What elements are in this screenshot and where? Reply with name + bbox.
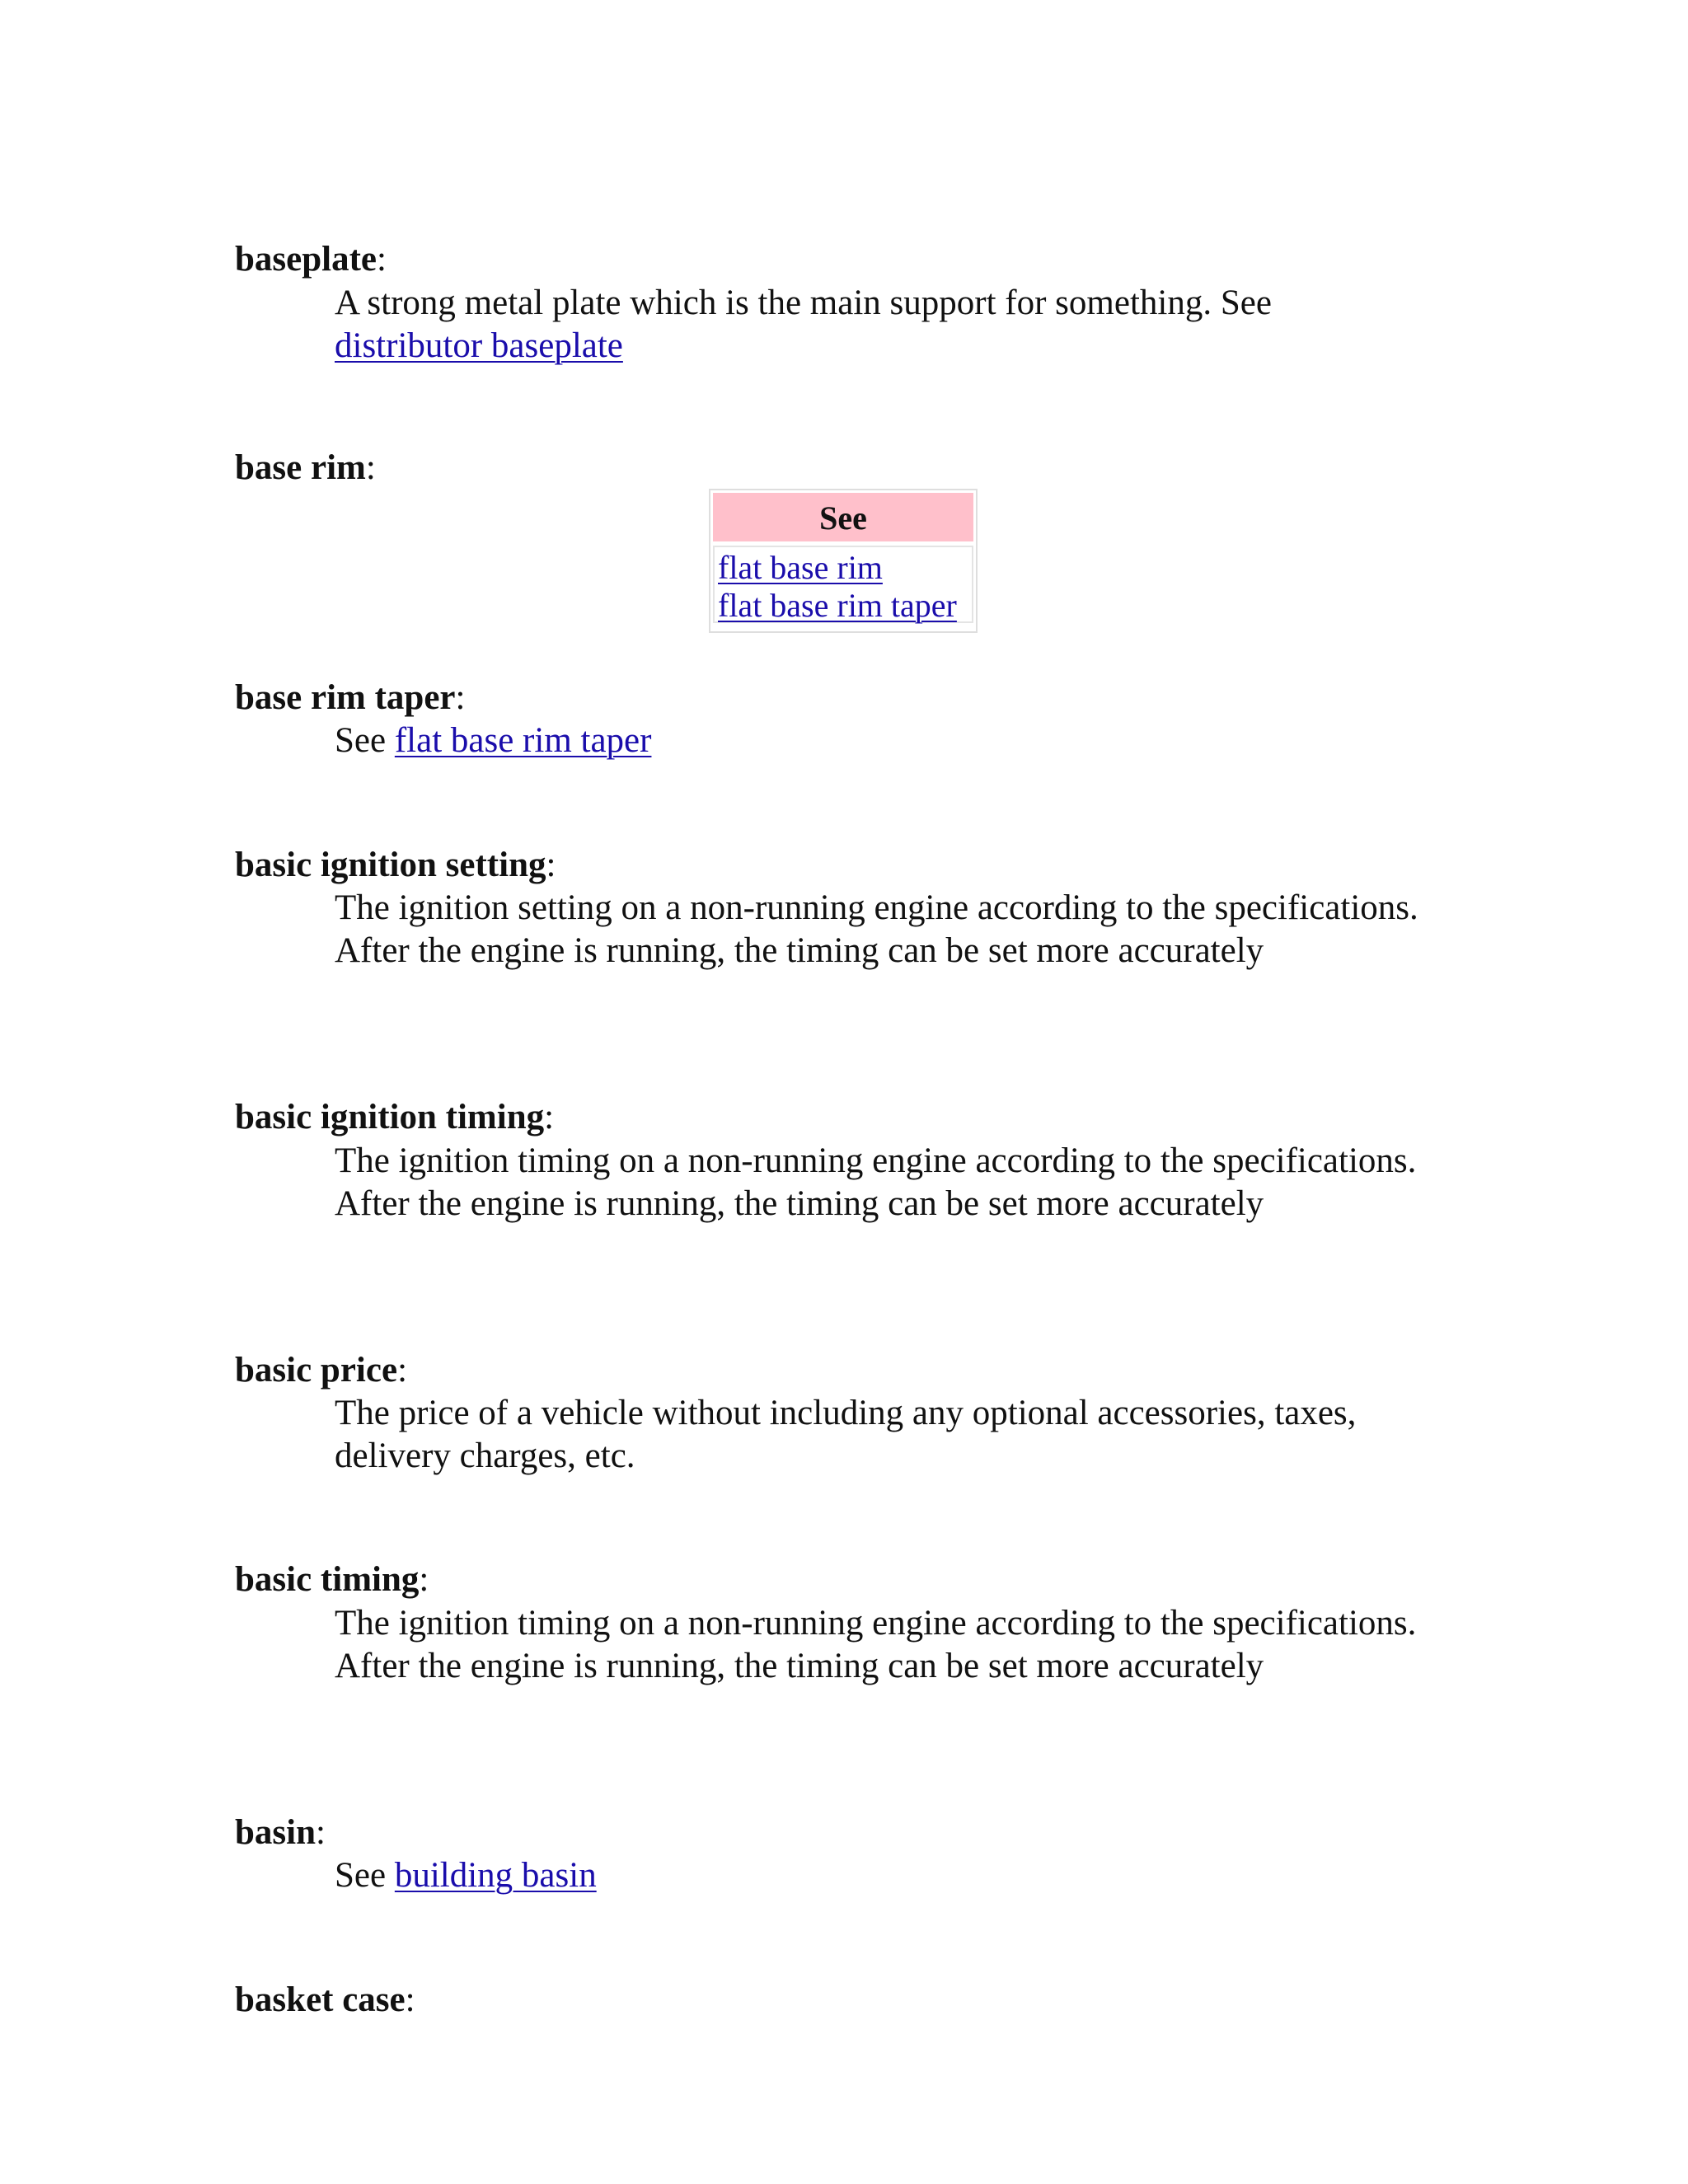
term-basic-ignition-timing: basic ignition timing: (235, 1098, 555, 1137)
term-label: basic ignition setting (235, 846, 546, 884)
see-prefix: See (335, 1856, 387, 1895)
definition-basin (335, 1854, 1431, 1897)
see-also-table (709, 489, 978, 633)
term-label: base rim (235, 448, 366, 487)
term-base-rim-taper: base rim taper: (235, 678, 466, 717)
link-flat-base-rim-taper[interactable]: flat base rim taper (394, 721, 652, 760)
term-label: basic ignition timing (235, 1098, 545, 1137)
term-label: basic timing (235, 1560, 420, 1599)
term-basin: basin: (235, 1813, 326, 1852)
term-basket-case: basket case: (235, 1980, 415, 2019)
definition-basic-ignition-timing: The ignition timing on a non-running engine according to the specifications. After the engine is running, the timing can be set more accurately (335, 1141, 1417, 1223)
definition-text: A strong metal plate which is the main support for something. See (335, 284, 1272, 322)
term-label: basin (235, 1813, 316, 1852)
link-flat-base-rim[interactable]: flat base rim (718, 549, 883, 586)
term-basic-price: basic price: (235, 1351, 408, 1390)
link-building-basin[interactable]: building basin (394, 1856, 597, 1895)
term-label: baseplate (235, 240, 377, 279)
see-also-header: See (713, 493, 973, 541)
link-flat-base-rim-taper[interactable]: flat base rim taper (718, 587, 957, 624)
term-basic-ignition-setting: basic ignition setting: (235, 846, 556, 884)
definition-base-rim-taper (335, 719, 1431, 762)
term-label: basic price (235, 1351, 398, 1390)
definition-basic-timing: The ignition timing on a non-running engine according to the specifications. After the engine is running, the timing can be set more accurately (335, 1604, 1417, 1685)
definition-basic-ignition-setting: The ignition setting on a non-running engine according to the specifications. After the engine is running, the timing can be set more accurately (335, 888, 1418, 970)
definition-baseplate (335, 282, 1431, 368)
term-label: base rim taper (235, 678, 456, 717)
see-also-links (713, 546, 973, 623)
term-baseplate: baseplate: (235, 240, 387, 279)
term-base-rim: base rim: (235, 448, 376, 487)
term-label: basket case (235, 1980, 406, 2019)
link-distributor-baseplate[interactable]: distributor baseplate (335, 326, 623, 365)
definition-basic-price: The price of a vehicle without including any optional accessories, taxes, delivery charges, etc. (335, 1394, 1357, 1475)
see-prefix: See (335, 721, 387, 760)
term-basic-timing: basic timing: (235, 1560, 429, 1599)
